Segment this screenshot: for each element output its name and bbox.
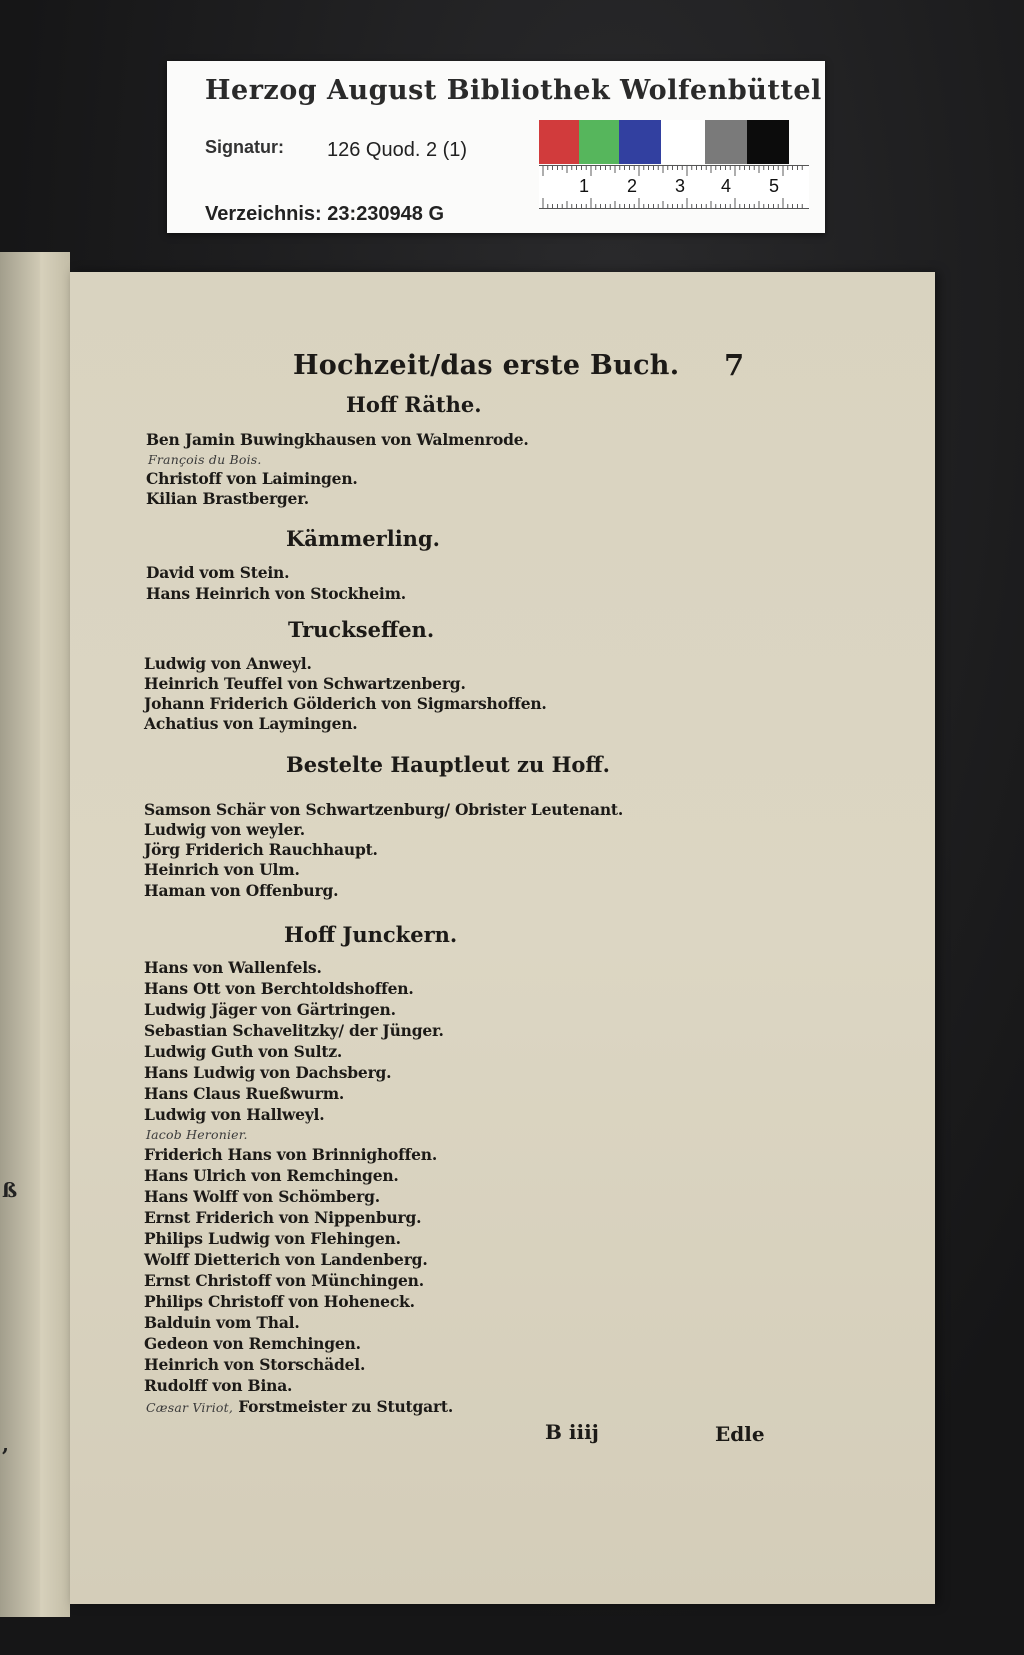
list-item: Haman von Offenburg. — [144, 881, 339, 900]
library-name: Herzog August Bibliothek Wolfenbüttel — [205, 75, 822, 106]
list-item: Ludwig Guth von Sultz. — [144, 1042, 343, 1061]
running-head: Hochzeit/das erste Buch. — [293, 350, 680, 381]
list-item: Christoff von Laimingen. — [146, 469, 358, 488]
section-heading: Truckseffen. — [288, 617, 435, 642]
list-item: Philips Christoff von Hoheneck. — [144, 1292, 415, 1311]
list-item: Heinrich Teuffel von Schwartzenberg. — [144, 674, 466, 693]
ruler-number: 4 — [721, 176, 732, 196]
left-page-gutter — [0, 252, 40, 1617]
verzeichnis-label: Verzeichnis: — [205, 203, 322, 225]
catchword: Edle — [715, 1422, 765, 1446]
list-item — [146, 1397, 453, 1416]
section-heading: Hoff Junckern. — [284, 922, 458, 947]
list-item: David vom Stein. — [146, 563, 290, 582]
list-item: Ludwig von weyler. — [144, 820, 305, 839]
list-item: Ludwig Jäger von Gärtringen. — [144, 1000, 396, 1019]
list-item: Kilian Brastberger. — [146, 489, 309, 508]
verzeichnis-line — [205, 203, 444, 226]
list-item: Hans von Wallenfels. — [144, 958, 322, 977]
list-item: Iacob Heronier. — [146, 1127, 248, 1142]
list-item: Ernst Christoff von Münchingen. — [144, 1271, 424, 1290]
ruler-number: 2 — [627, 176, 638, 196]
signature-mark: B iiij — [545, 1420, 599, 1444]
verzeichnis-value: 23:230948 G — [327, 203, 445, 225]
list-item: Hans Wolff von Schömberg. — [144, 1187, 380, 1206]
ruler-number: 3 — [675, 176, 686, 196]
measurement-ruler — [539, 165, 809, 209]
list-item: Samson Schär von Schwartzenburg/ Obrister Leutenant. — [144, 800, 624, 819]
color-swatch — [619, 120, 661, 164]
library-label — [167, 61, 825, 233]
list-item: Philips Ludwig von Flehingen. — [144, 1229, 401, 1248]
color-swatch — [661, 120, 705, 164]
list-item: Heinrich von Storschädel. — [144, 1355, 366, 1374]
list-item: Achatius von Laymingen. — [144, 714, 358, 733]
list-item: Jörg Friderich Rauchhaupt. — [144, 840, 378, 859]
ruler-number: 1 — [579, 176, 590, 196]
list-item: Gedeon von Remchingen. — [144, 1334, 361, 1353]
list-item: Friderich Hans von Brinnighoffen. — [144, 1145, 438, 1164]
list-item: Balduin vom Thal. — [144, 1313, 300, 1332]
list-item: Ernst Friderich von Nippenburg. — [144, 1208, 422, 1227]
page-number: 7 — [724, 348, 745, 382]
list-item: Rudolff von Bina. — [144, 1376, 293, 1395]
color-swatch — [705, 120, 747, 164]
signatur-label: Signatur: — [205, 137, 284, 157]
signatur-value: 126 Quod. 2 (1) — [327, 139, 468, 161]
list-item: Sebastian Schavelitzky/ der Jünger. — [144, 1021, 444, 1040]
list-item: Ludwig von Hallweyl. — [144, 1105, 325, 1124]
section-heading: Kämmerling. — [286, 526, 440, 551]
list-item: Hans Ott von Berchtoldshoffen. — [144, 979, 414, 998]
left-page-glyph: ß — [2, 1178, 18, 1202]
list-item: Wolff Dietterich von Landenberg. — [144, 1250, 428, 1269]
color-swatch — [579, 120, 619, 164]
left-page-glyph: , — [2, 1432, 9, 1456]
section-heading: Bestelte Hauptleut zu Hoff. — [286, 752, 610, 777]
color-swatch — [747, 120, 789, 164]
color-calibration-bar — [539, 120, 809, 164]
list-item: François du Bois. — [148, 452, 262, 467]
list-item: Hans Ulrich von Remchingen. — [144, 1166, 399, 1185]
list-item: Hans Claus Rueßwurm. — [144, 1084, 345, 1103]
list-item-italic: Cæsar Viriot, — [146, 1400, 234, 1415]
ruler-number: 5 — [769, 176, 780, 196]
list-item: Hans Heinrich von Stockheim. — [146, 584, 406, 603]
list-item: Heinrich von Ulm. — [144, 860, 300, 879]
section-heading: Hoff Räthe. — [346, 392, 482, 417]
list-item: Hans Ludwig von Dachsberg. — [144, 1063, 392, 1082]
list-item: Ludwig von Anweyl. — [144, 654, 312, 673]
color-swatch — [539, 120, 579, 164]
list-item: Ben Jamin Buwingkhausen von Walmenrode. — [146, 430, 529, 449]
list-item: Johann Friderich Gölderich von Sigmarshoffen. — [144, 694, 547, 713]
book-page — [70, 272, 935, 1604]
list-item-text: Forstmeister zu Stutgart. — [233, 1397, 454, 1416]
